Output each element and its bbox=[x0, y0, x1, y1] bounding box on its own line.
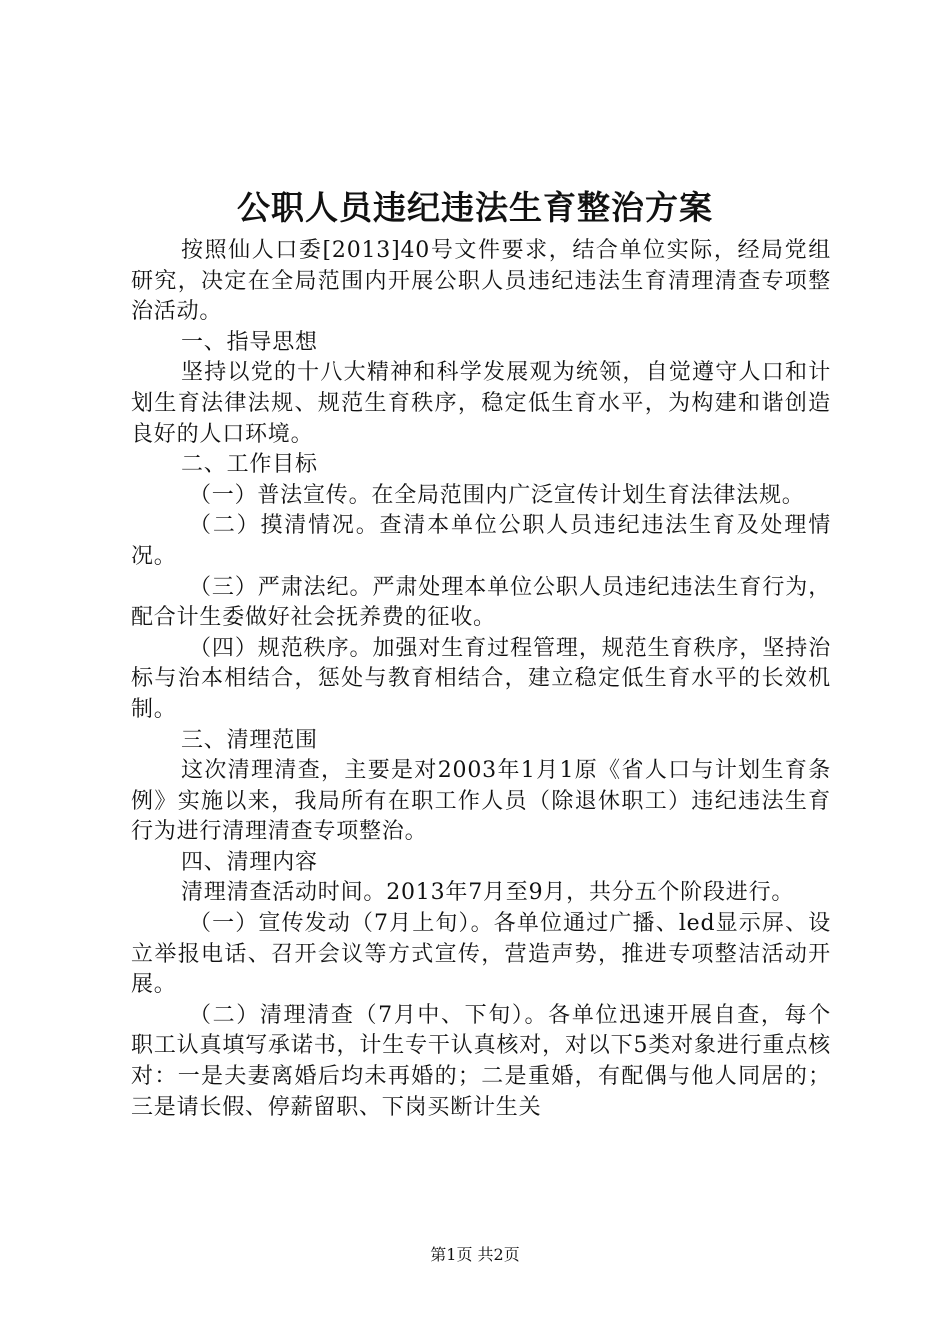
section-heading-1: 一、指导思想 bbox=[181, 329, 318, 355]
paragraph-timeline: 清理清查活动时间。2013年7月至9月，共分五个阶段进行。 bbox=[181, 880, 795, 906]
goal-item-1: （一）普法宣传。在全局范围内广泛宣传计划生育法律法规。 bbox=[189, 482, 805, 508]
goal-item-3: （三）严肃法纪。严肃处理本单位公职人员违纪违法生育行为，配合计生委做好社会抚养费的征收。 bbox=[131, 574, 831, 631]
document-body bbox=[131, 236, 831, 1123]
page-footer: 第1页 共2页 bbox=[430, 1245, 520, 1264]
paragraph-intro: 按照仙人口委[2013]40号文件要求，结合单位实际，经局党组研究，决定在全局范围内开展公职人员违纪违法生育清理清查专项整治活动。 bbox=[131, 238, 831, 325]
stage-item-2: （二）清理清查（7月中、下旬）。各单位迅速开展自查，每个职工认真填写承诺书，计生专干认真核对，对以下5类对象进行重点核对：一是夫妻离婚后均未再婚的；二是重婚，有配偶与他人同居的；三是请长假、停薪留职、下岗买断计生关 bbox=[131, 1002, 831, 1120]
goal-item-2: （二）摸清情况。查清本单位公职人员违纪违法生育及处理情况。 bbox=[131, 513, 831, 569]
goal-item-4: （四）规范秩序。加强对生育过程管理，规范生育秩序，坚持治标与治本相结合，惩处与教育相结合，建立稳定低生育水平的长效机制。 bbox=[131, 635, 831, 722]
document-title: 公职人员违纪违法生育整治方案 bbox=[237, 188, 713, 227]
paragraph-guiding-thought: 坚持以党的十八大精神和科学发展观为统领，自觉遵守人口和计划生育法律法规、规范生育秩序，稳定低生育水平，为构建和谐创造良好的人口环境。 bbox=[131, 360, 831, 447]
section-heading-2: 二、工作目标 bbox=[181, 452, 318, 478]
section-heading-4: 四、清理内容 bbox=[181, 849, 318, 875]
section-heading-3: 三、清理范围 bbox=[181, 727, 318, 753]
paragraph-scope: 这次清理清查，主要是对2003年1月1原《省人口与计划生育条例》实施以来，我局所有在职工作人员（除退休职工）违纪违法生育行为进行清理清查专项整治。 bbox=[131, 758, 831, 845]
stage-item-1: （一）宣传发动（7月上旬）。各单位通过广播、led显示屏、设立举报电话、召开会议等方式宣传，营造声势，推进专项整洁活动开展。 bbox=[131, 911, 831, 998]
